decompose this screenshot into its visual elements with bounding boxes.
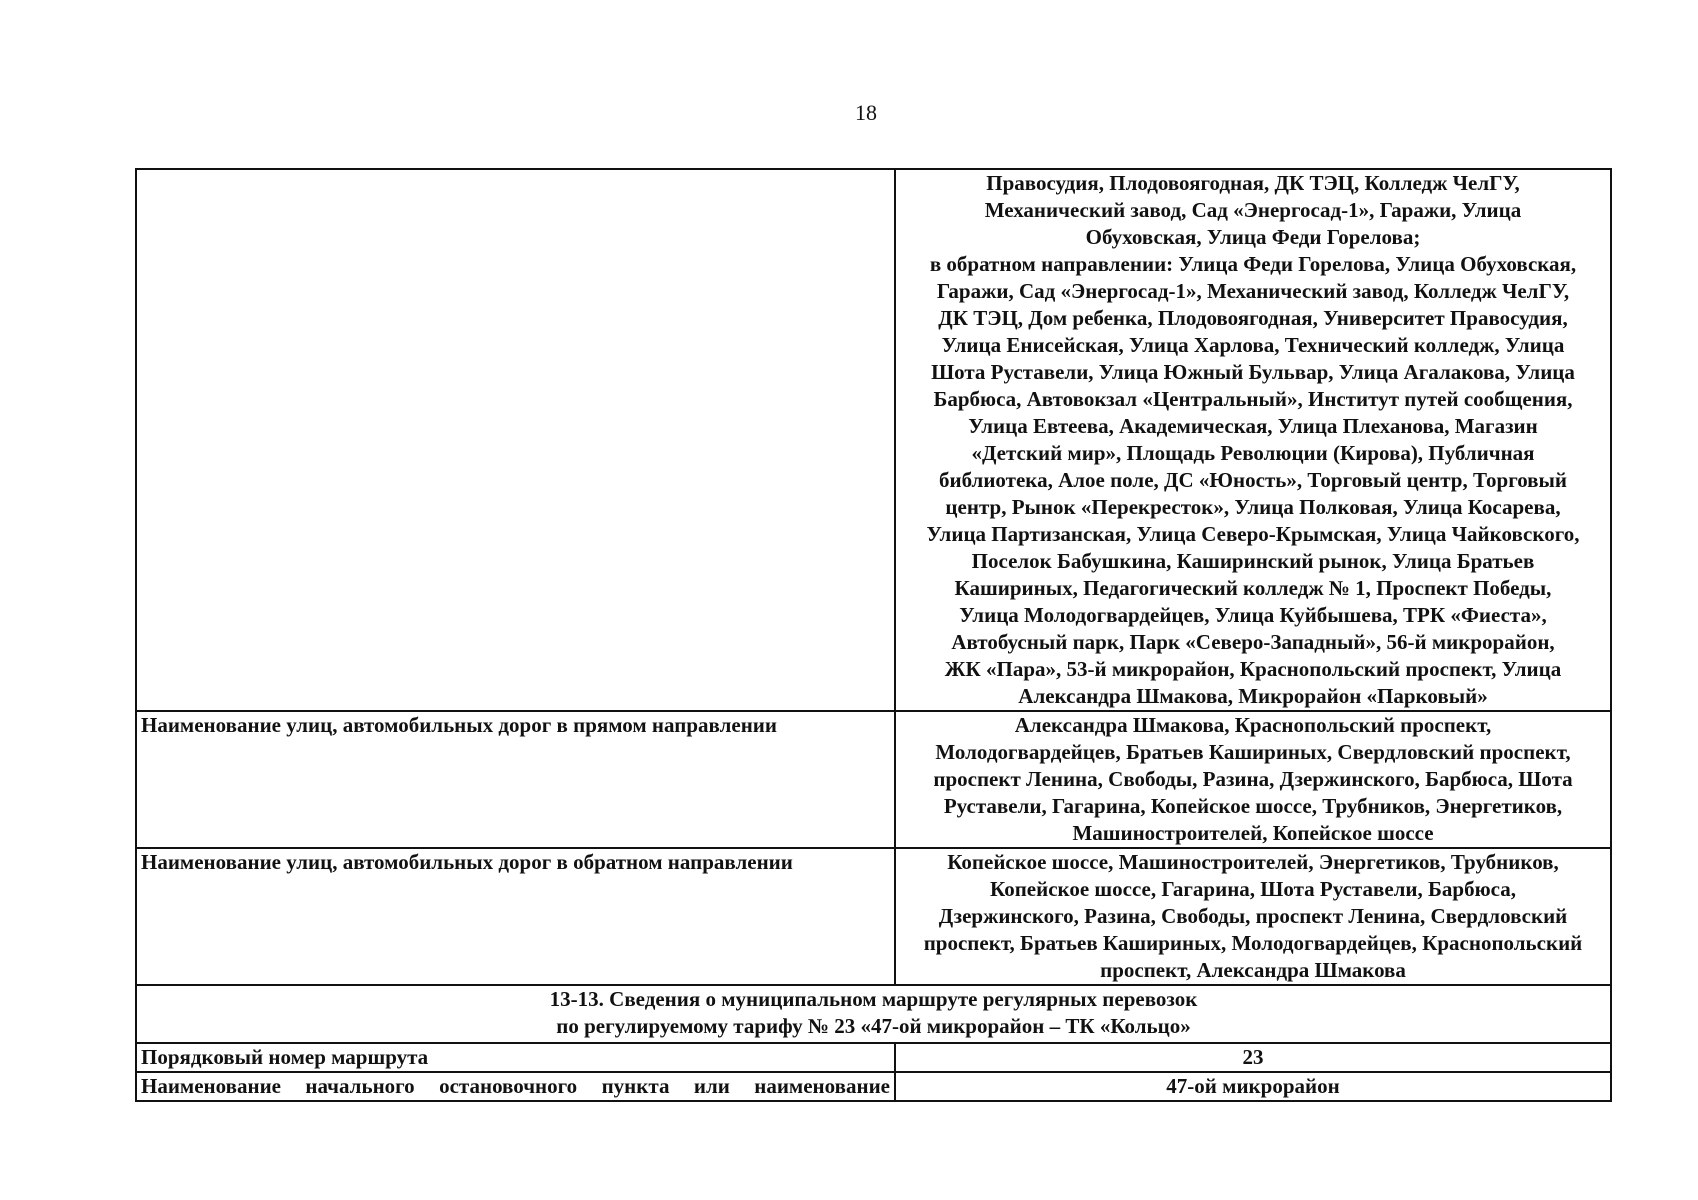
table-row-section-header: [136, 985, 1611, 1043]
forward-streets-label: Наименование улиц, автомобильных дорог в прямом направлении: [136, 711, 895, 848]
stops-line: Правосудия, Плодовоягодная, ДК ТЭЦ, Колледж ЧелГУ,: [986, 171, 1520, 195]
table-row-backward-streets: [136, 848, 1611, 985]
stops-line: библиотека, Алое поле, ДС «Юность», Торговый центр, Торговый: [938, 468, 1568, 492]
backward-streets-cell: [895, 848, 1611, 985]
route-number-label: Порядковый номер маршрута: [136, 1043, 895, 1072]
stops-line: ДК ТЭЦ, Дом ребенка, Плодовоягодная, Университет Правосудия,: [938, 306, 1568, 330]
stops-line: Механический завод, Сад «Энергосад-1», Гаражи, Улица: [984, 198, 1522, 222]
forward-streets-line: проспект Ленина, Свободы, Разина, Дзержинского, Барбюса, Шота: [933, 767, 1573, 791]
stops-line: Улица Молодогвардейцев, Улица Куйбышева, ТРК «Фиеста»,: [959, 603, 1547, 627]
forward-streets-line: Александра Шмакова, Краснопольский проспект,: [1014, 713, 1492, 737]
stops-line: Поселок Бабушкина, Каширинский рынок, Улица Братьев: [971, 549, 1535, 573]
stops-line: Улица Партизанская, Улица Северо-Крымская, Улица Чайковского,: [926, 522, 1580, 546]
section-heading-line: по регулируемому тарифу № 23 «47-ой микрорайон – ТК «Кольцо»: [556, 1014, 1191, 1038]
table-row-start-stop: [136, 1072, 1611, 1101]
stops-line: Шота Руставели, Улица Южный Бульвар, Улица Агалакова, Улица: [931, 360, 1575, 384]
table-cell-empty: [136, 169, 895, 711]
forward-streets-line: Молодогвардейцев, Братьев Кашириных, Свердловский проспект,: [935, 740, 1571, 764]
table-row-stops-continued: [136, 169, 1611, 711]
backward-streets-label: Наименование улиц, автомобильных дорог в обратном направлении: [136, 848, 895, 985]
backward-streets-line: Копейское шоссе, Машиностроителей, Энергетиков, Трубников,: [947, 850, 1559, 874]
route-table: [135, 168, 1612, 1102]
stops-line: Улица Евтеева, Академическая, Улица Плеханова, Магазин: [968, 414, 1538, 438]
section-heading-line: 13-13. Сведения о муниципальном маршруте регулярных перевозок: [549, 987, 1198, 1011]
stops-list-cell: [895, 169, 1611, 711]
backward-streets-line: проспект, Братьев Кашириных, Молодогвардейцев, Краснопольский: [923, 931, 1583, 955]
stops-line: в обратном направлении: Улица Феди Горелова, Улица Обуховская,: [929, 252, 1577, 276]
forward-streets-cell: [895, 711, 1611, 848]
stops-line: центр, Рынок «Перекресток», Улица Полковая, Улица Косарева,: [945, 495, 1561, 519]
stops-line: Гаражи, Сад «Энергосад-1», Механический завод, Колледж ЧелГУ,: [936, 279, 1570, 303]
start-stop-label: Наименование начального остановочного пункта или наименование: [136, 1072, 895, 1101]
section-heading: [136, 985, 1611, 1043]
stops-line: Барбюса, Автовокзал «Центральный», Институт путей сообщения,: [933, 387, 1573, 411]
forward-streets-line: Машиностроителей, Копейское шоссе: [1072, 821, 1434, 845]
start-stop-value: 47-ой микрорайон: [895, 1072, 1611, 1101]
backward-streets-line: Дзержинского, Разина, Свободы, проспект Ленина, Свердловский: [938, 904, 1568, 928]
stops-line: Улица Енисейская, Улица Харлова, Технический колледж, Улица: [941, 333, 1565, 357]
stops-line: Автобусный парк, Парк «Северо-Западный», 56-й микрорайон,: [951, 630, 1555, 654]
backward-streets-line: Копейское шоссе, Гагарина, Шота Руставели, Барбюса,: [990, 877, 1516, 901]
stops-line: Кашириных, Педагогический колледж № 1, Проспект Победы,: [954, 576, 1552, 600]
table-row-route-number: [136, 1043, 1611, 1072]
stops-line: Александра Шмакова, Микрорайон «Парковый»: [1018, 684, 1488, 708]
backward-streets-line: проспект, Александра Шмакова: [1100, 958, 1406, 982]
stops-line: Обуховская, Улица Феди Горелова;: [1085, 225, 1421, 249]
stops-line: ЖК «Пара», 53-й микрорайон, Краснопольский проспект, Улица: [944, 657, 1562, 681]
forward-streets-line: Руставели, Гагарина, Копейское шоссе, Трубников, Энергетиков,: [943, 794, 1563, 818]
page-number: 18: [855, 100, 877, 125]
route-number-value: 23: [895, 1043, 1611, 1072]
table-row-forward-streets: [136, 711, 1611, 848]
stops-line: «Детский мир», Площадь Революции (Кирова), Публичная: [971, 441, 1535, 465]
